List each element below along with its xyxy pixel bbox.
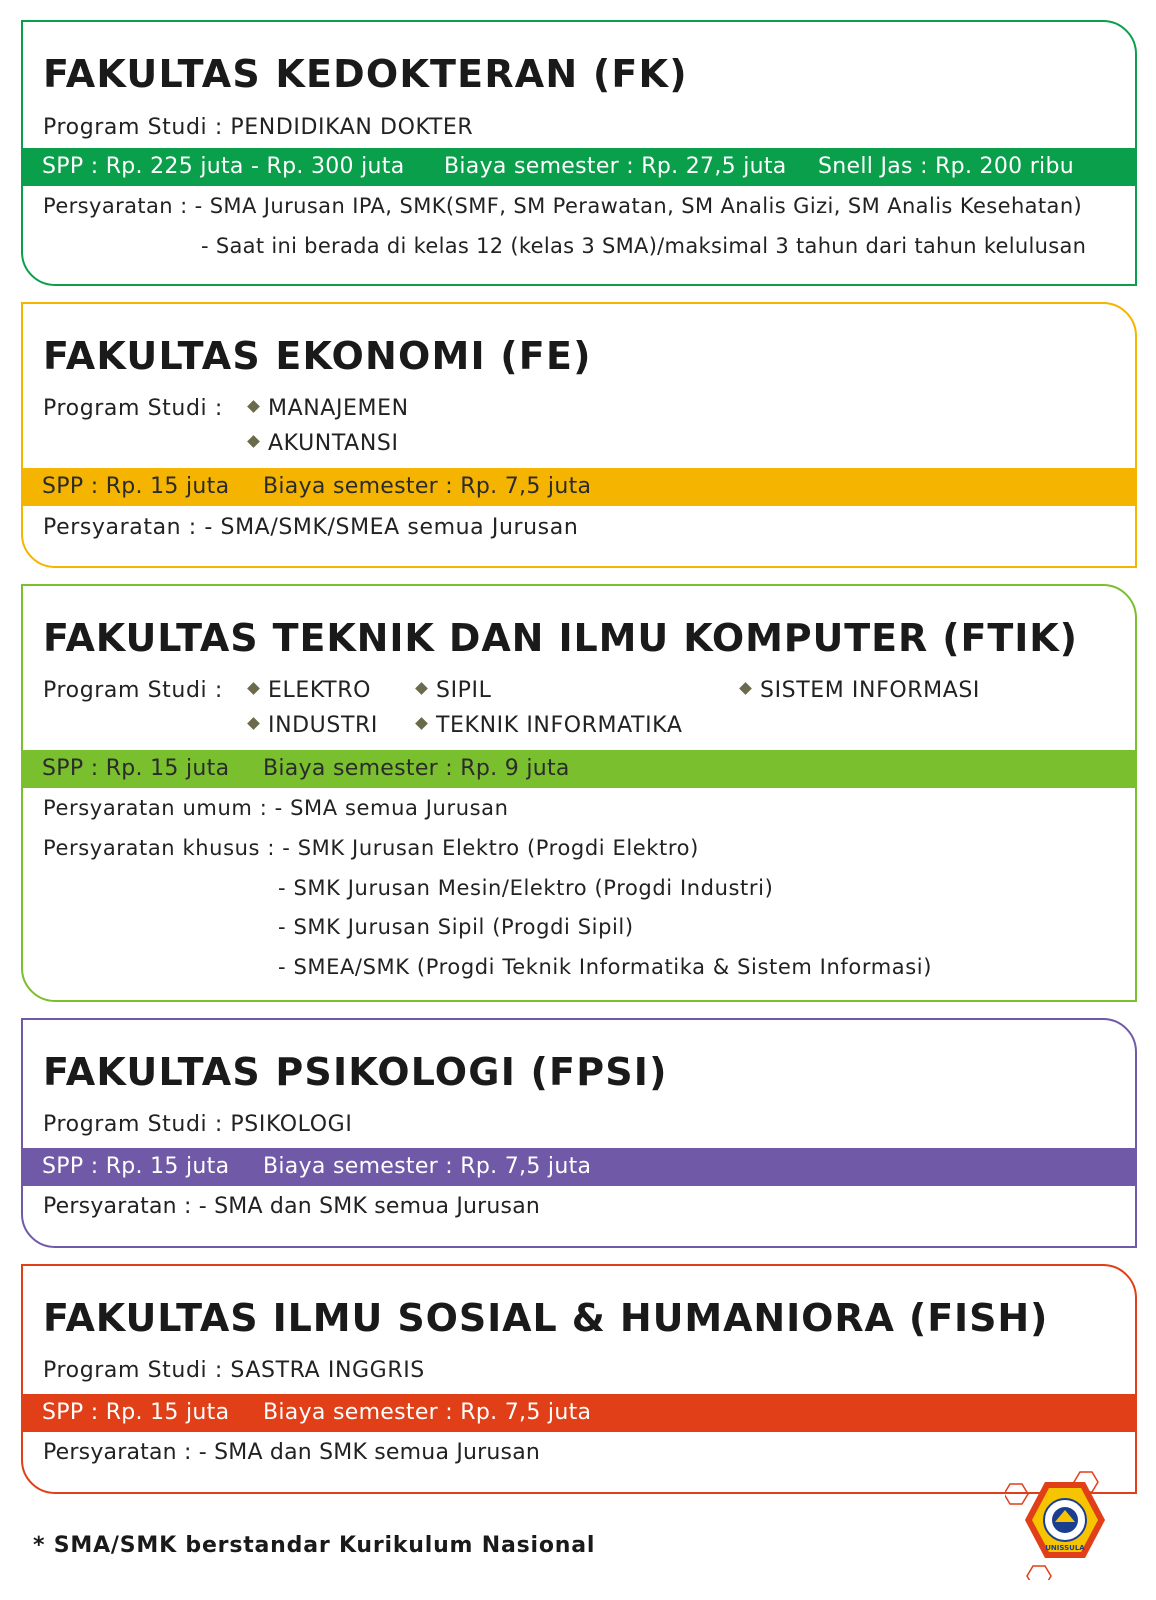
- semester-fee: Biaya semester : Rp. 7,5 juta: [263, 1154, 592, 1179]
- faculty-title: FAKULTAS EKONOMI (FE): [43, 334, 592, 378]
- fee-bar: [21, 1394, 1137, 1432]
- program-item: ELEKTRO: [243, 678, 371, 703]
- semester-fee: Biaya semester : Rp. 27,5 juta: [444, 154, 787, 179]
- requirement-line: Persyaratan khusus : - SMK Jurusan Elektro (Progdi Elektro): [43, 836, 699, 860]
- faculty-card-fpsi: [21, 1018, 1137, 1248]
- requirement-line: Persyaratan : - SMA dan SMK semua Jurusan: [43, 1194, 541, 1219]
- program-item: AKUNTANSI: [243, 431, 399, 456]
- faculty-card-fish: [21, 1264, 1137, 1494]
- fee-bar: [21, 148, 1137, 186]
- requirement-line: Persyaratan umum : - SMA semua Jurusan: [43, 796, 509, 820]
- faculty-card-fe: [21, 302, 1137, 568]
- fee-bar: [21, 750, 1137, 788]
- fee-bar: [21, 468, 1137, 506]
- program-line: Program Studi : SASTRA INGGRIS: [43, 1358, 425, 1383]
- faculty-title: FAKULTAS TEKNIK DAN ILMU KOMPUTER (FTIK): [43, 616, 1078, 660]
- program-line: Program Studi : PSIKOLOGI: [43, 1112, 353, 1137]
- spp-value: SPP : Rp. 15 juta: [42, 756, 230, 781]
- diamond-bullet-icon: [739, 682, 752, 695]
- requirement-line: - SMK Jurusan Sipil (Progdi Sipil): [278, 915, 634, 939]
- program-item: SISTEM INFORMASI: [735, 678, 980, 703]
- semester-fee: Biaya semester : Rp. 7,5 juta: [263, 474, 592, 499]
- program-item: SIPIL: [411, 678, 491, 703]
- program-item: MANAJEMEN: [243, 396, 409, 421]
- faculty-title: FAKULTAS KEDOKTERAN (FK): [43, 52, 688, 96]
- semester-fee: Biaya semester : Rp. 7,5 juta: [263, 1400, 592, 1425]
- spp-value: SPP : Rp. 15 juta: [42, 1400, 230, 1425]
- diamond-bullet-icon: [247, 682, 260, 695]
- spp-value: SPP : Rp. 225 juta - Rp. 300 juta: [42, 154, 405, 179]
- faculty-card-ftik: [21, 584, 1137, 1002]
- diamond-bullet-icon: [247, 435, 260, 448]
- university-seal-icon: [1005, 1470, 1125, 1580]
- faculty-card-fk: [21, 20, 1137, 286]
- diamond-bullet-icon: [415, 717, 428, 730]
- requirement-line: - Saat ini berada di kelas 12 (kelas 3 SMA)/maksimal 3 tahun dari tahun kelulusan: [201, 234, 1087, 258]
- faculty-title: FAKULTAS ILMU SOSIAL & HUMANIORA (FISH): [43, 1296, 1049, 1340]
- faculty-title: FAKULTAS PSIKOLOGI (FPSI): [43, 1050, 668, 1094]
- fee-bar: [21, 1148, 1137, 1186]
- semester-fee: Biaya semester : Rp. 9 juta: [263, 756, 570, 781]
- program-label: Program Studi :: [43, 678, 223, 703]
- program-label: Program Studi :: [43, 396, 223, 421]
- requirement-line: Persyaratan : - SMA/SMK/SMEA semua Jurusan: [43, 515, 579, 540]
- diamond-bullet-icon: [415, 682, 428, 695]
- snell-fee: Snell Jas : Rp. 200 ribu: [818, 154, 1074, 179]
- svg-text:UNISSULA: UNISSULA: [1045, 1544, 1085, 1552]
- requirement-line: - SMK Jurusan Mesin/Elektro (Progdi Industri): [278, 876, 774, 900]
- diamond-bullet-icon: [247, 717, 260, 730]
- spp-value: SPP : Rp. 15 juta: [42, 474, 230, 499]
- footnote: * SMA/SMK berstandar Kurikulum Nasional: [33, 1533, 596, 1558]
- diamond-bullet-icon: [247, 400, 260, 413]
- requirement-line: - SMEA/SMK (Progdi Teknik Informatika & Sistem Informasi): [278, 955, 932, 979]
- spp-value: SPP : Rp. 15 juta: [42, 1154, 230, 1179]
- program-line: Program Studi : PENDIDIKAN DOKTER: [43, 115, 474, 140]
- program-item: TEKNIK INFORMATIKA: [411, 713, 682, 738]
- program-item: INDUSTRI: [243, 713, 378, 738]
- requirement-line: Persyaratan : - SMA Jurusan IPA, SMK(SMF, SM Perawatan, SM Analis Gizi, SM Analis Kesehatan): [43, 194, 1083, 218]
- requirement-line: Persyaratan : - SMA dan SMK semua Jurusan: [43, 1440, 541, 1465]
